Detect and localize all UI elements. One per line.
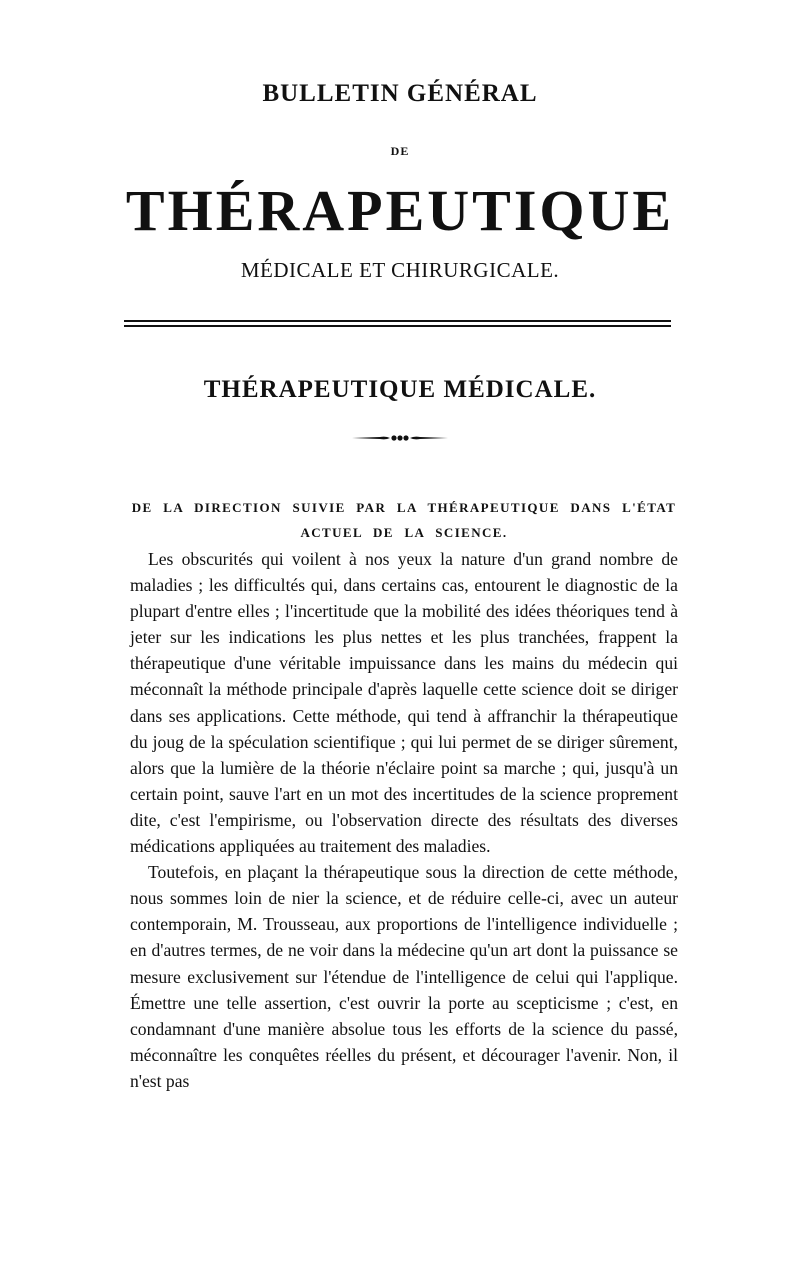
paragraph-2: Toutefois, en plaçant la thérapeutique sous la direction de cette méthode, nous sommes loin de nier la science, et de réduire celle-ci, avec un auteur contemporain, M. Trousseau, aux proportions de l'intelligence individuelle ; en d'autres termes, de ne voir dans la médecine qu'un art dont la puissance se mesure exclusivement sur l'étendue de l'intelligence de celui qui l'applique. Émettre une telle assertion, c'est ouvrir la porte au scepticisme ; c'est, en condamnant d'une manière absolue tous les efforts de la science du passé, méconnaître les conquêtes réelles du présent, et décourager l'avenir. Non, il n'est pas (130, 862, 678, 1091)
journal-title-line-2: DE (390, 144, 410, 158)
double-rule-divider (124, 320, 671, 327)
flourish-ornament-icon (350, 428, 450, 448)
paragraph-1: Les obscurités qui voilent à nos yeux la nature d'un grand nombre de maladies ; les difficultés qui, dans certains cas, entourent le diagnostic de la plupart d'entre elles ; l'incertitude que la mobilité des idées théoriques tend à jeter sur les indications les plus nettes et les plus tranchées, frappent la thérapeutique d'une véritable impuissance dans les mains du médecin qui méconnaît la méthode principale d'après laquelle cette science doit se diriger dans ses applications. Cette méthode, qui tend à affranchir la thérapeutique du joug de la spéculation scientifique ; qui lui permet de se diriger sûrement, alors que la lumière de la théorie n'éclaire point sa marche ; qui, jusqu'à un certain point, sauve l'art en un mot des incertitudes de la science proprement dite, c'est l'empirisme, ou l'observation directe des résultats des diverses médications appliquées au traitement des maladies. (130, 549, 678, 857)
journal-title-main: THÉRAPEUTIQUE (125, 178, 675, 243)
article-title: DE LA DIRECTION SUIVIE PAR LA THÉRAPEUTIQUE DANS L'ÉTAT ACTUEL DE LA SCIENCE. (131, 500, 677, 540)
article-body (130, 546, 678, 1094)
journal-title-line-1: BULLETIN GÉNÉRAL (262, 80, 538, 107)
journal-subtitle: MÉDICALE ET CHIRURGICALE. (240, 258, 560, 282)
section-title: THÉRAPEUTIQUE MÉDICALE. (203, 376, 597, 403)
